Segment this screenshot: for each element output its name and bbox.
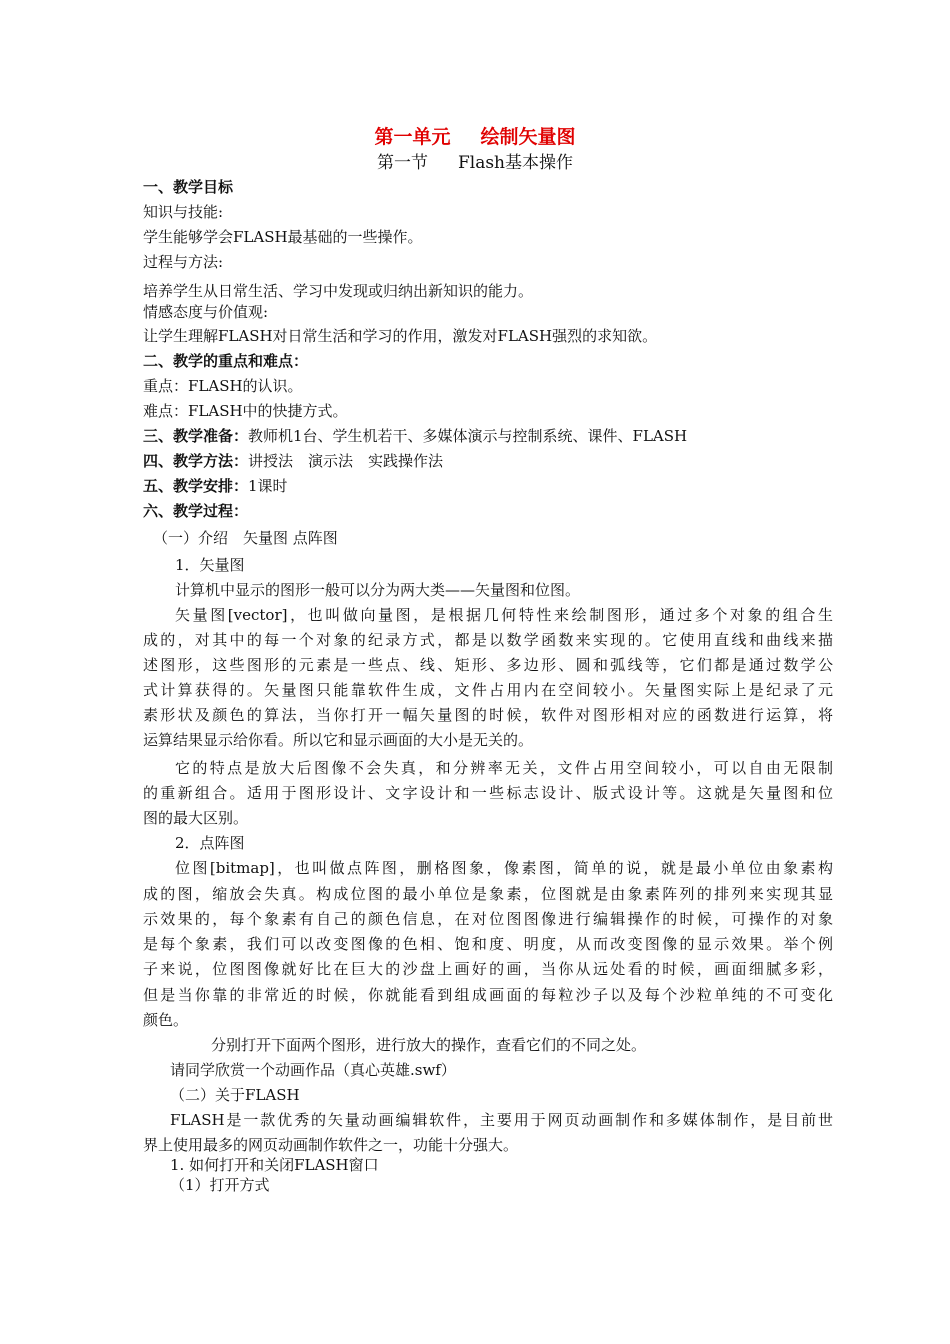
attitude-values-label: 情感态度与价值观: [143,303,269,321]
flash-para-line-0: FLASH是一款优秀的矢量动画编辑软件，主要用于网页动画制作和多媒体制作，是目前世 [170,1111,833,1129]
vector-para-line-5: 运算结果显示给你看。所以它和显示画面的大小是无关的。 [143,731,534,749]
method-text: 讲授法 演示法 实践操作法 [248,452,444,470]
unit-title [0,124,950,150]
difficult-point-text: 难点：FLASH中的快捷方式。 [143,402,348,420]
vector-feature-line-2: 图的最大区别。 [143,809,249,827]
vector-para-line-1: 成的，对其中的每一个对象的纪录方式，都是以数学函数来实现的。它使用直线和曲线来描 [143,631,833,649]
vector-para-line-4: 素形状及颜色的算法，当你打开一幅矢量图的时候，软件对图形相对应的函数进行运算，将 [143,706,833,724]
bitmap-para-line-2: 示效果的，每个象素有自己的颜色信息，在对位图图像进行编辑操作的时候，可操作的对象 [143,910,833,928]
howto-open-close: 1. 如何打开和关闭FLASH窗口 [170,1156,379,1174]
process-method-label: 过程与方法: [143,253,224,271]
key-point-text: 重点：FLASH的认识。 [143,377,303,395]
schedule-heading: 五、教学安排： [143,477,249,495]
process-heading: 六、教学过程： [143,502,249,520]
flash-para-line-1: 界上使用最多的网页动画制作软件之一，功能十分强大。 [143,1136,519,1154]
bitmap-para-line-5: 但是当你靠的非常近的时候，你就能看到组成画面的每粒沙子以及每个沙粒单纯的不可变化 [143,986,833,1004]
vector-para-line-2: 述图形，这些图形的元素是一些点、线、矩形、多边形、圆和弧线等，它们都是通过数学公 [143,656,833,674]
section-subtitle-number: 第一节 [376,153,428,173]
attitude-values-text: 让学生理解FLASH对日常生活和学习的作用，激发对FLASH强烈的求知欲。 [143,327,658,345]
open-two-images-instruction: 分别打开下面两个图形，进行放大的操作，查看它们的不同之处。 [211,1036,647,1054]
open-method: （1）打开方式 [170,1176,270,1194]
vector-feature-line-0: 它的特点是放大后图像不会失真，和分辨率无关，文件占用空间较小，可以自由无限制 [175,759,833,777]
preparation-line [143,426,687,446]
bitmap-para-line-1: 成的图，缩放会失真。构成位图的最小单位是象素，位图就是由象素阵列的排列来实现其显 [143,885,833,903]
preparation-heading: 三、教学准备： [143,427,249,445]
knowledge-skills-text: 学生能够学会FLASH最基础的一些操作。 [143,228,423,246]
section-subtitle [0,152,950,174]
key-points-heading: 二、教学的重点和难点： [143,352,309,370]
schedule-line [143,476,288,496]
bitmap-title: 2．点阵图 [175,834,245,852]
vector-para-line-0: 矢量图[vector]，也叫做向量图，是根据几何特性来绘制图形，通过多个对象的组合生 [175,606,833,624]
intro-subheading: （一）介绍 矢量图 点阵图 [153,529,338,547]
teaching-goals-heading: 一、教学目标 [143,178,234,196]
about-flash-subheading: （二）关于FLASH [170,1086,300,1104]
knowledge-skills-label: 知识与技能: [143,203,224,221]
bitmap-para-line-0: 位图[bitmap]，也叫做点阵图，删格图象，像素图，简单的说，就是最小单位由象素构 [175,859,833,877]
unit-title-number: 第一单元 [374,126,451,148]
vector-para-line-3: 式计算获得的。矢量图只能靠软件生成，文件占用内在空间较小。矢量图实际上是纪录了元 [143,681,833,699]
section-subtitle-topic: Flash基本操作 [457,153,574,173]
vector-intro: 计算机中显示的图形一般可以分为两大类——矢量图和位图。 [175,581,581,599]
vector-feature-line-1: 的重新组合。适用于图形设计、文字设计和一些标志设计、版式设计等。这就是矢量图和位 [143,784,833,802]
bitmap-para-line-3: 是每个象素，我们可以改变图像的色相、饱和度、明度，从而改变图像的显示效果。举个例 [143,935,833,953]
method-line [143,451,443,471]
bitmap-para-line-6: 颜色。 [143,1011,189,1029]
bitmap-para-line-4: 子来说，位图图像就好比在巨大的沙盘上画好的画，当你从远处看的时候，画面细腻多彩， [143,960,833,978]
vector-title: 1．矢量图 [175,556,245,574]
unit-title-topic: 绘制矢量图 [480,126,576,148]
process-method-text: 培养学生从日常生活、学习中发现或归纳出新知识的能力。 [143,282,534,300]
schedule-text: 1课时 [248,477,288,495]
preparation-text: 教师机1台、学生机若干、多媒体演示与控制系统、课件、FLASH [248,427,688,445]
method-heading: 四、教学方法： [143,452,249,470]
appreciate-animation: 请同学欣赏一个动画作品（真心英雄.swf） [170,1061,456,1079]
